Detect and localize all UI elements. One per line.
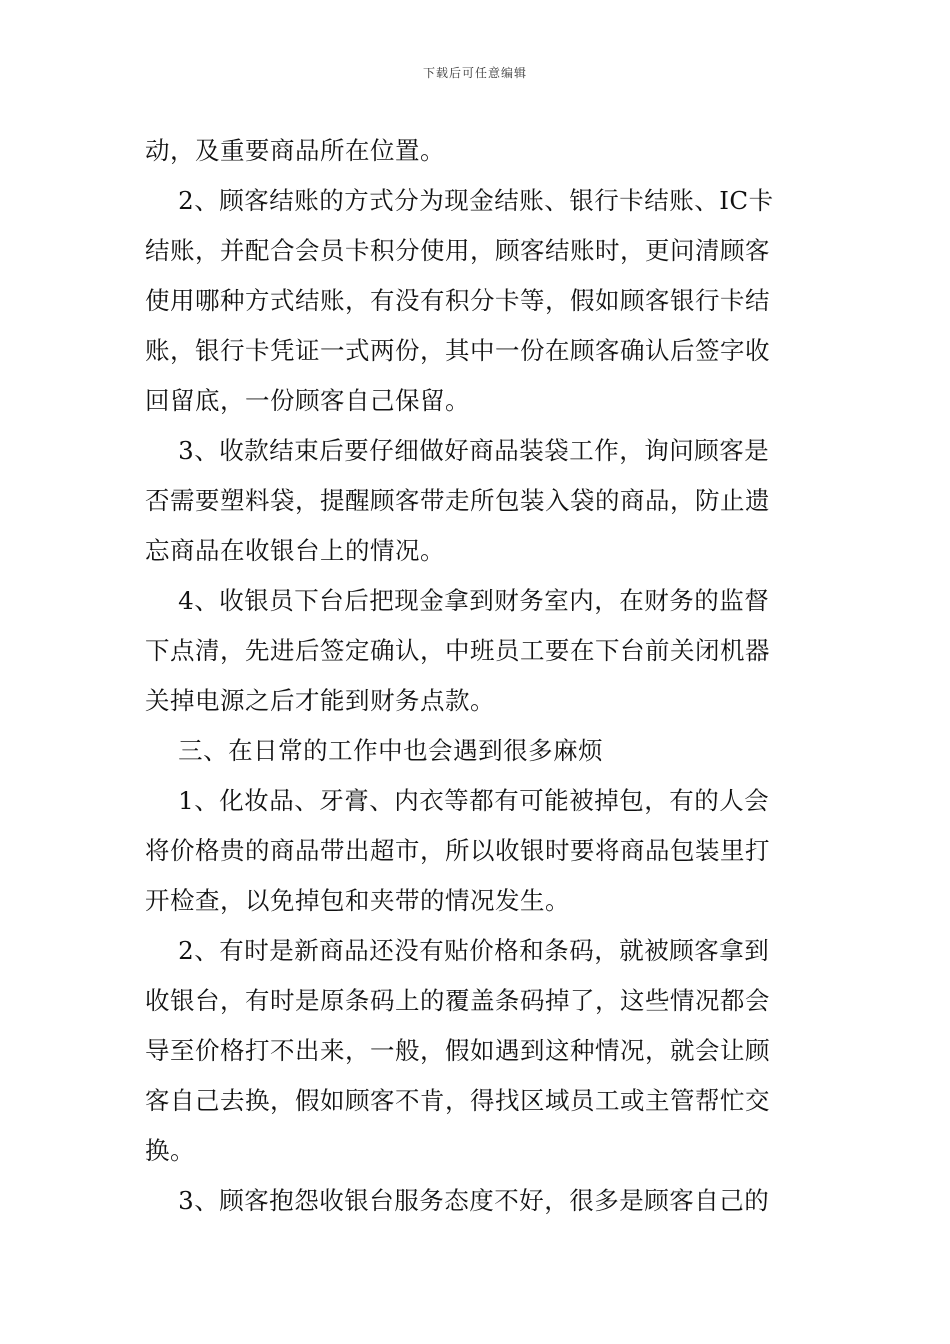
page-header: 下载后可任意编辑 — [422, 66, 527, 80]
text-line: 回留底，一份顾客自己保留。 — [145, 386, 470, 415]
text-line: 2、有时是新商品还没有贴价格和条码，就被顾客拿到 — [145, 936, 770, 965]
text-line: 1、化妆品、牙膏、内衣等都有可能被掉包，有的人会 — [145, 786, 770, 815]
text-line: 4、收银员下台后把现金拿到财务室内，在财务的监督 — [145, 586, 770, 615]
text-line: 换。 — [145, 1136, 195, 1165]
text-line: 忘商品在收银台上的情况。 — [145, 536, 445, 565]
text-line: 客自己去换，假如顾客不肯，得找区域员工或主管帮忙交 — [145, 1086, 770, 1115]
text-line: 下点清，先进后签定确认，中班员工要在下台前关闭机器 — [145, 636, 770, 665]
text-line: 2、顾客结账的方式分为现金结账、银行卡结账、IC卡 — [145, 186, 774, 215]
section-heading: 三、在日常的工作中也会遇到很多麻烦 — [145, 736, 604, 765]
text-line: 将价格贵的商品带出超市，所以收银时要将商品包装里打 — [145, 836, 770, 865]
text-line: 动，及重要商品所在位置。 — [145, 136, 445, 165]
text-line: 导至价格打不出来，一般，假如遇到这种情况，就会让顾 — [145, 1036, 770, 1065]
text-line: 使用哪种方式结账，有没有积分卡等，假如顾客银行卡结 — [145, 286, 770, 315]
text-line: 开检查，以免掉包和夹带的情况发生。 — [145, 886, 570, 915]
text-line: 3、收款结束后要仔细做好商品装袋工作，询问顾客是 — [145, 436, 770, 465]
text-line: 否需要塑料袋，提醒顾客带走所包装入袋的商品，防止遗 — [145, 486, 770, 515]
text-line: 结账，并配合会员卡积分使用，顾客结账时，更问清顾客 — [145, 236, 770, 265]
text-line: 收银台，有时是原条码上的覆盖条码掉了，这些情况都会 — [145, 986, 770, 1015]
text-line: 3、顾客抱怨收银台服务态度不好，很多是顾客自己的 — [145, 1186, 770, 1215]
text-line: 关掉电源之后才能到财务点款。 — [145, 686, 495, 715]
document-body — [145, 126, 807, 1226]
text-line: 账，银行卡凭证一式两份，其中一份在顾客确认后签字收 — [145, 336, 770, 365]
